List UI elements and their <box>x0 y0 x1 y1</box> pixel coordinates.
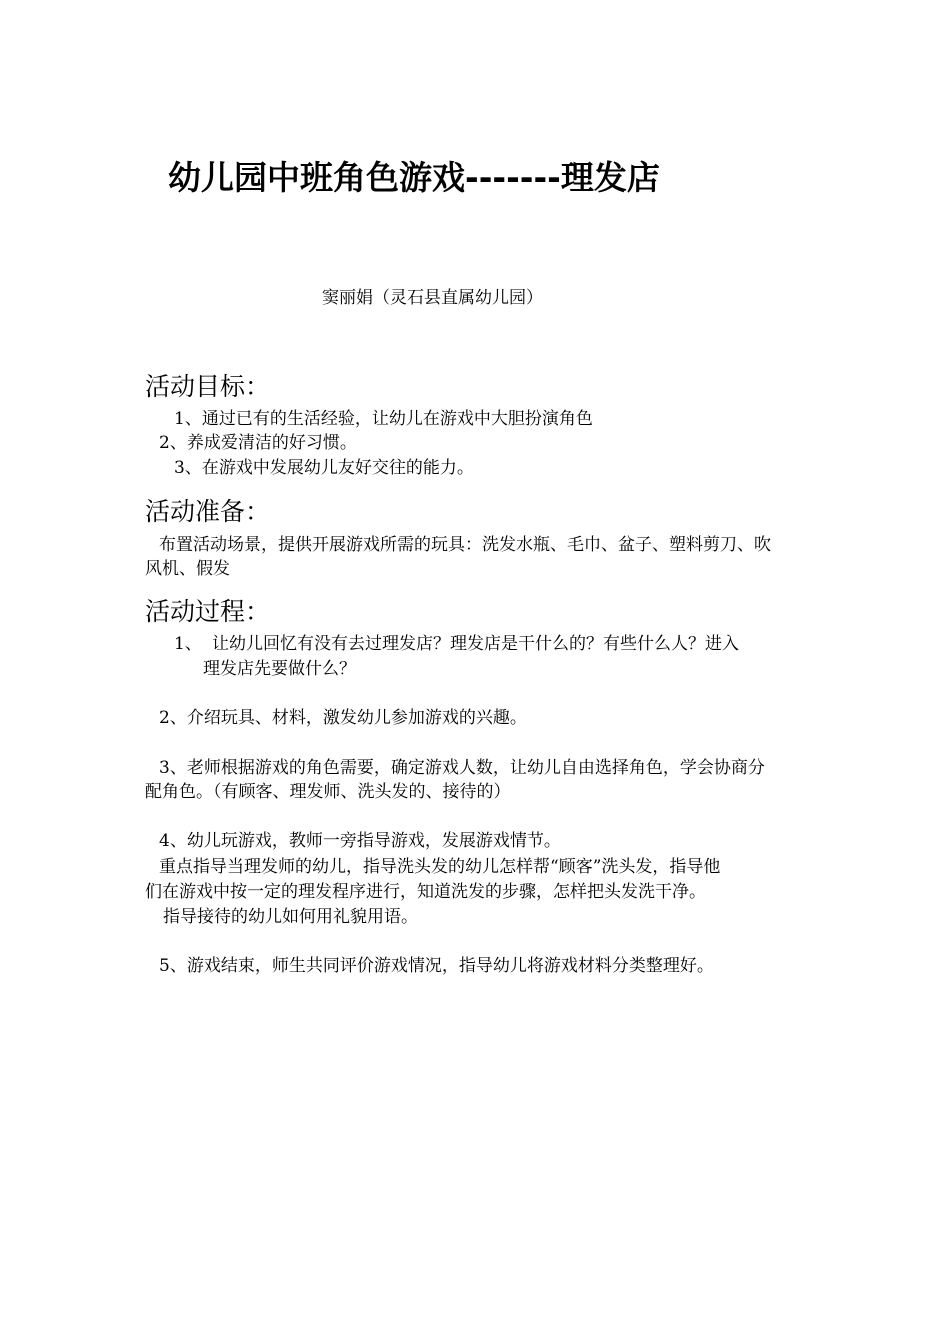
step-3-line-2: 配角色。（有顾客、理发师、洗头发的、接待的） <box>145 782 511 802</box>
goal-item-2: 2、养成爱清洁的好习惯。 <box>159 433 357 453</box>
goals-heading: 活动目标： <box>145 372 271 401</box>
goal-item-1: 1、通过已有的生活经验，让幼儿在游戏中大胆扮演角色 <box>174 409 593 429</box>
goal-item-3: 3、在游戏中发展幼儿友好交往的能力。 <box>174 458 474 478</box>
step-1-line-2: 理发店先要做什么？ <box>203 659 356 679</box>
step-1-line-1: 让幼儿回忆有没有去过理发店？理发店是干什么的？有些什么人？进入 <box>212 634 739 654</box>
step-4-detail-2: 指导接待的幼儿如何用礼貌用语。 <box>163 907 418 927</box>
process-heading: 活动过程： <box>145 597 271 626</box>
step-4-detail-1-line-2: 们在游戏中按一定的理发程序进行，知道洗发的步骤，怎样把头发洗干净。 <box>145 882 706 902</box>
preparation-heading: 活动准备： <box>145 497 271 526</box>
step-1-number: 1、 <box>174 634 202 654</box>
step-3-line-1: 3、老师根据游戏的角色需要，确定游戏人数，让幼儿自由选择角色，学会协商分 <box>159 758 765 778</box>
step-5-text: 5、游戏结束，师生共同评价游戏情况，指导幼儿将游戏材料分类整理好。 <box>159 956 714 976</box>
step-4-detail-1-line-1: 重点指导当理发师的幼儿，指导洗头发的幼儿怎样帮“顾客”洗头发，指导他 <box>159 857 721 877</box>
preparation-text-line-2: 风机、假发 <box>145 559 230 579</box>
step-4-text: 4、幼儿玩游戏，教师一旁指导游戏，发展游戏情节。 <box>159 831 561 851</box>
step-2-text: 2、介绍玩具、材料，激发幼儿参加游戏的兴趣。 <box>159 708 527 728</box>
document-title: 幼儿园中班角色游戏-------理发店 <box>168 158 660 197</box>
preparation-text-line-1: 布置活动场景，提供开展游戏所需的玩具：洗发水瓶、毛巾、盆子、塑料剪刀、吹 <box>159 535 771 555</box>
author-line: 窦丽娟（灵石县直属幼儿园） <box>322 288 543 308</box>
